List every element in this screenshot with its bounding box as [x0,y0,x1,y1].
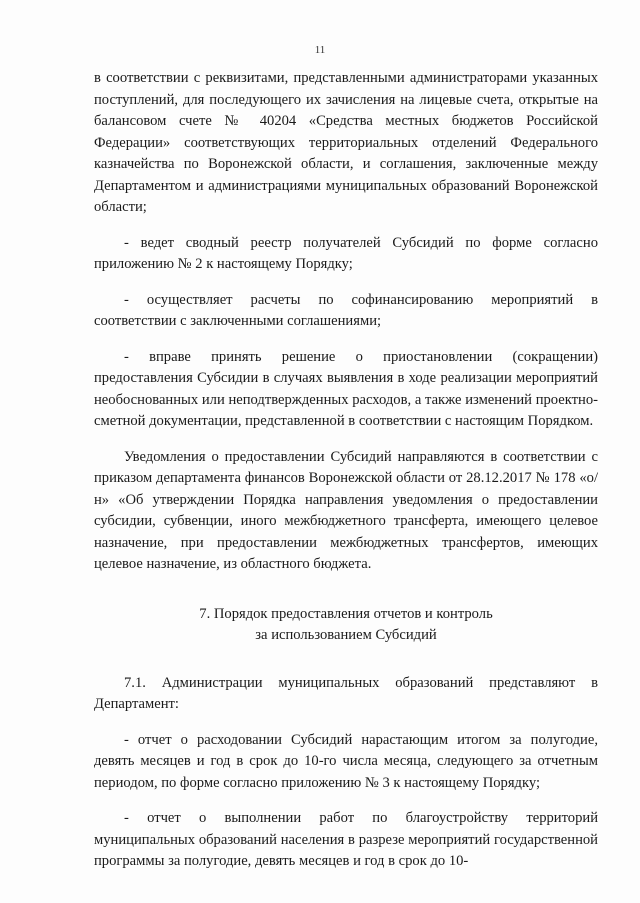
paragraph-expenditure-report: - отчет о расходовании Субсидий нарастающим итогом за полугодие, девять месяцев и год в срок до 10-го числа месяца, следующего за отчетным периодом, по форме согласно приложению № 3 к настоящему Порядку; [94,731,598,791]
section-heading [94,604,598,647]
paragraph-calculations: - осуществляет расчеты по софинансированию мероприятий в соответствии с заключенными соглашениями; [94,291,598,329]
document-body [94,68,598,873]
section-heading-line-2: за использованием Субсидий [255,627,437,643]
paragraph-works-report: - отчет о выполнении работ по благоустройству территорий муниципальных образований населения в разрезе мероприятий государственной программы за полугодие, девять месяцев и год в срок до 10- [94,810,598,869]
paragraph-requisites: в соответствии с реквизитами, представленными администраторами указанных поступлений, для последующего их зачисления на лицевые счета, открытые на балансовом счете № 40204 «Средства местных бюджетов Российской Федерации» соответствующих территориальных отделений Федерального казначейства по Воронежской области, и соглашения, заключенные между Департаментом и администрациями муниципальных образований Воронежской области; [94,70,598,215]
section-heading-line-1: 7. Порядок предоставления отчетов и контроль [199,605,493,622]
paragraph-registry: - ведет сводный реестр получателей Субсидий по форме согласно приложению № 2 к настоящему Порядку; [94,234,598,272]
paragraph-notifications: Уведомления о предоставлении Субсидий направляются в соответствии с приказом департамента финансов Воронежской области от 28.12.2017 № 178 «о/н» «Об утверждении Порядка направления уведомления о предоставлении субсидии, субвенции, иного межбюджетного трансферта, имеющего целевое назначение, при предоставлении межбюджетных трансфертов, имеющих целевое назначение, из областного бюджета. [94,448,598,572]
page-number: 11 [314,44,326,56]
paragraph-suspension: - вправе принять решение о приостановлении (сокращении) предоставления Субсидии в случаях выявления в ходе реализации мероприятий необоснованных или неподтвержденных расходов, а также изменений проектно-сметной документации, представленной в соответствии с настоящим Порядком. [94,348,598,429]
paragraph-7-1: 7.1. Администрации муниципальных образований представляют в Департамент: [94,674,598,712]
